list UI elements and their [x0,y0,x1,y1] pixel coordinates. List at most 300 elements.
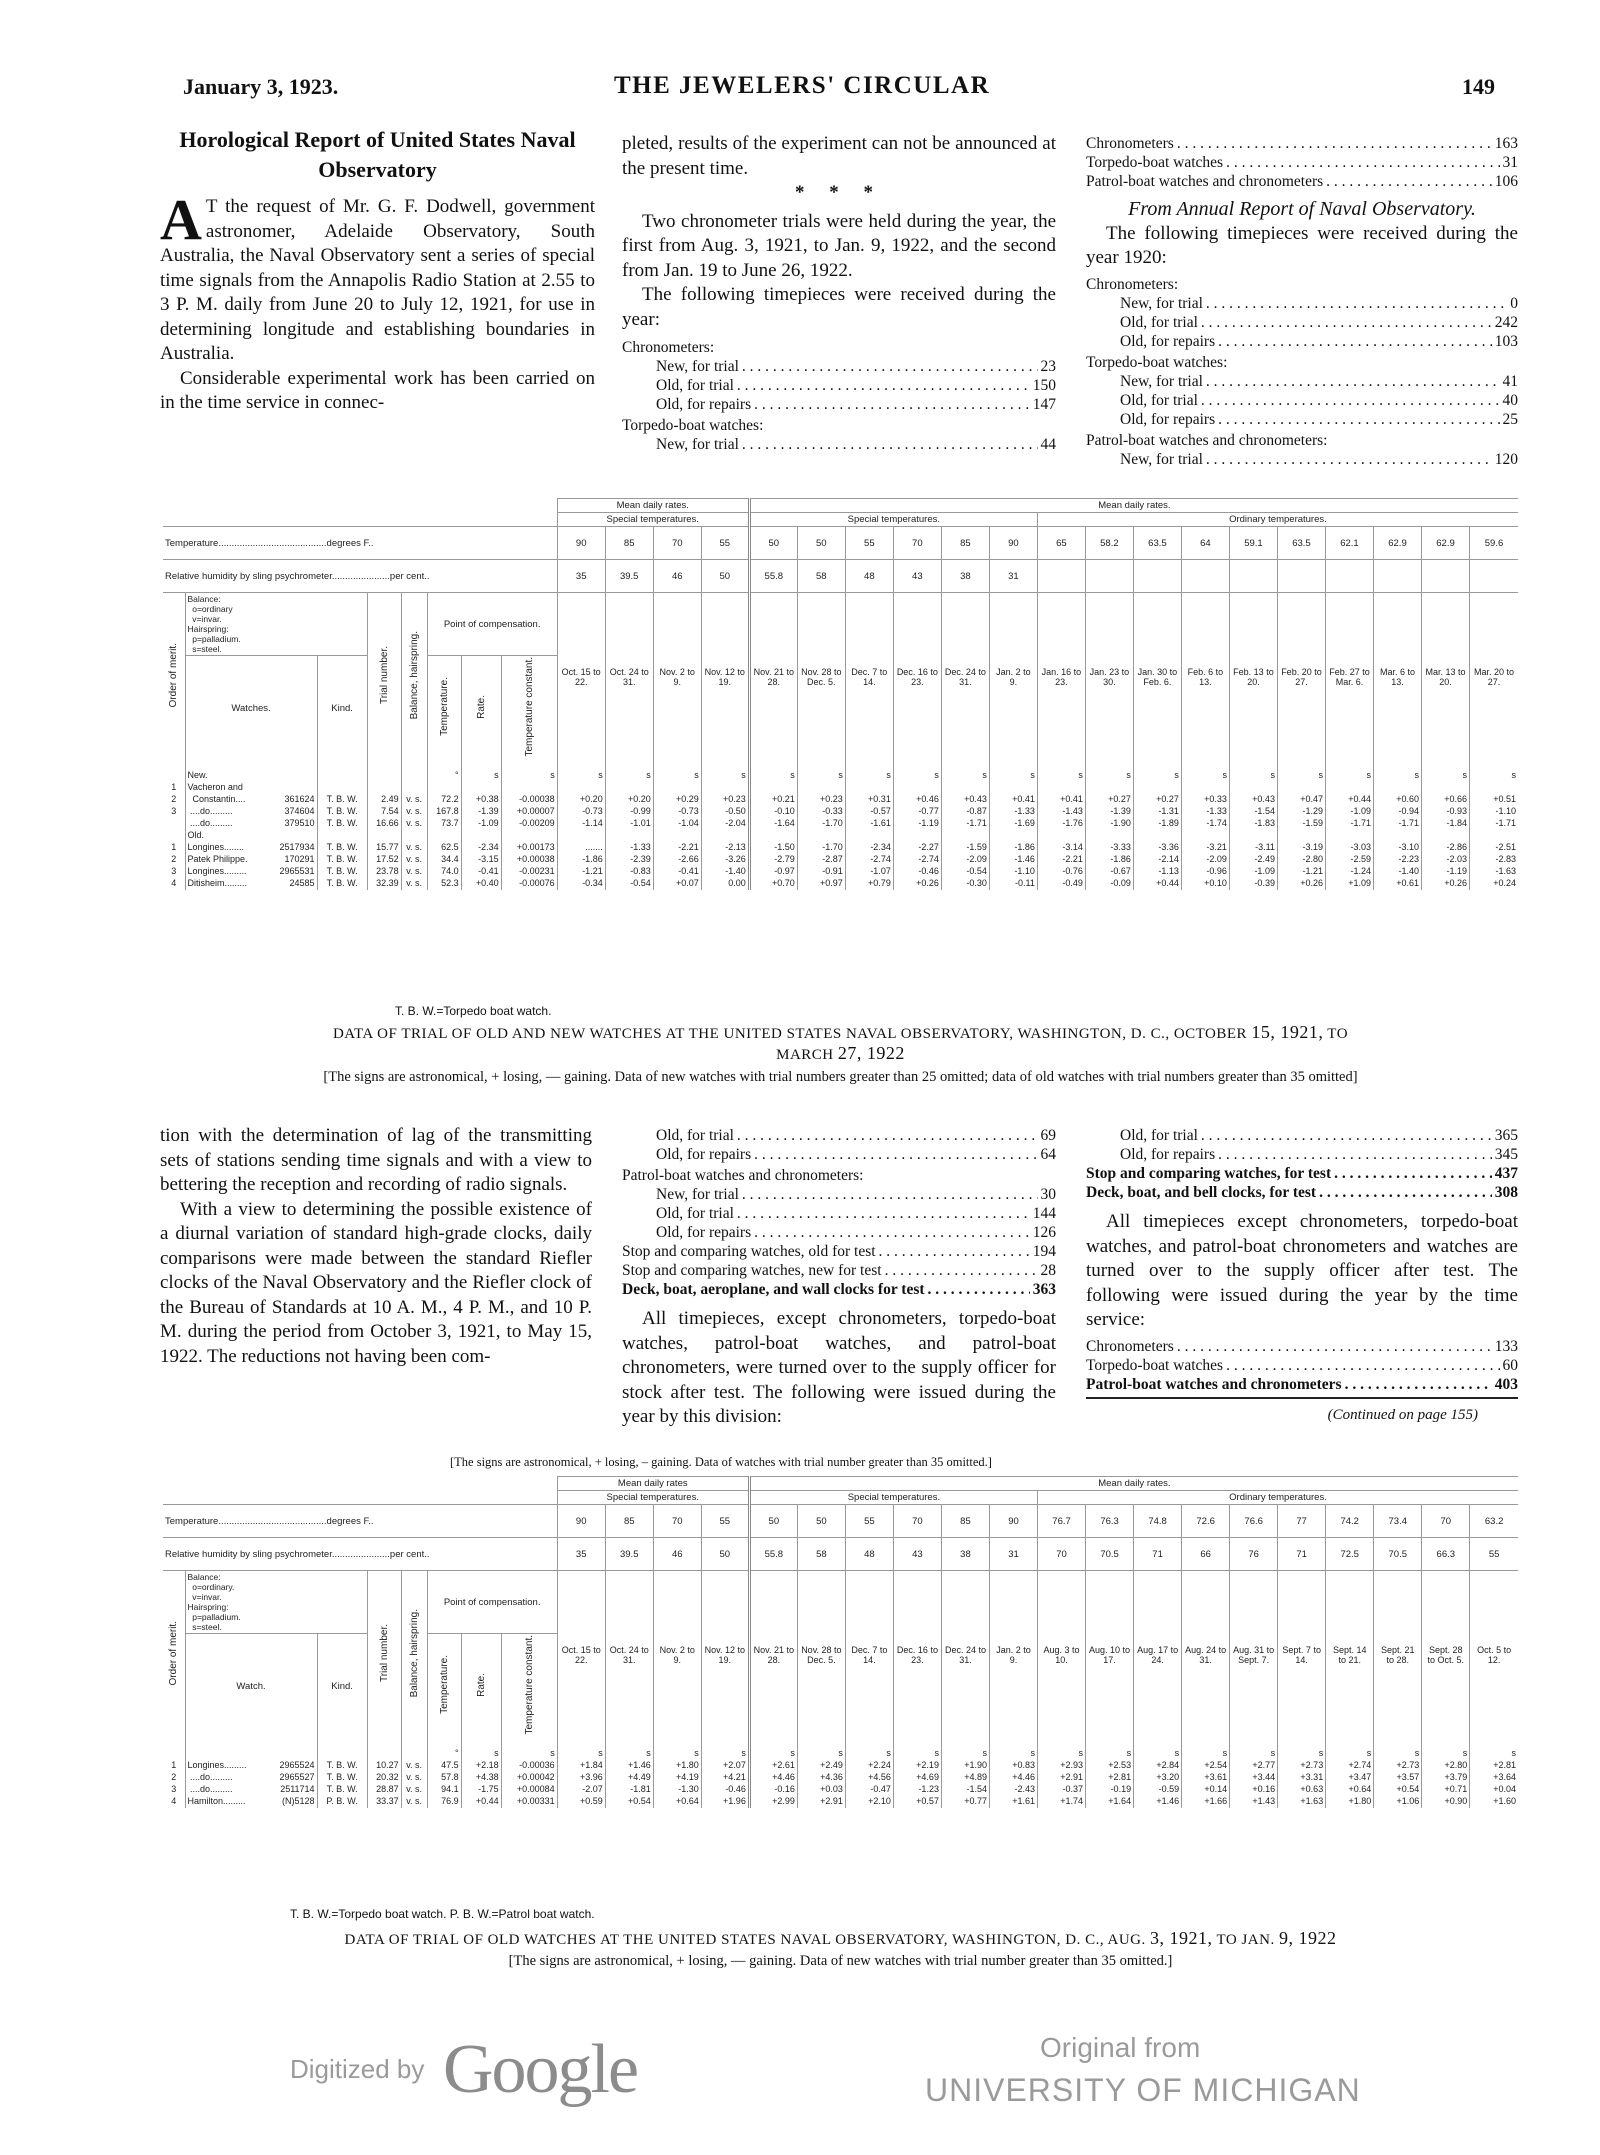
humidity-value: 39.5 [605,1538,653,1571]
period-header: Nov. 21 to 28. [749,593,797,761]
humidity-value [1470,560,1518,593]
temperature-value: 76.7 [1038,1505,1086,1538]
period-header: Sept. 14 to 21. [1326,1571,1374,1739]
humidity-value [1373,560,1421,593]
column-3-bottom [1086,1126,1518,1427]
list-item [1086,1145,1518,1164]
humidity-value: 55 [1470,1538,1518,1571]
list-item-value: 44 [1040,436,1056,453]
temperature-value: 90 [989,1505,1037,1538]
mean-daily-rates-header: Mean daily rates. [557,499,749,513]
period-header: Dec. 16 to 23. [893,593,941,761]
list-item-label: Patrol-boat watches and chronometers: [1086,431,1328,449]
comp-const-values: s -0.00036 +0.00042 +0.00084 +0.00331 [501,1739,557,1808]
rate-values: s +0.23 -0.50 -2.04 -2.13 -3.26 -1.40 0.00 [701,761,749,890]
rate-values: s +0.27 -1.31 -1.89 -3.36 -2.14 -1.13 +0.44 [1133,761,1181,890]
table-header-row [163,1477,1518,1491]
list-item-value: 163 [1494,135,1518,152]
list-item-label: Old, for trial [1120,391,1198,409]
list-item-value: 30 [1040,1186,1056,1203]
ordinary-temps-header: Ordinary temperatures. [1037,513,1518,527]
rate-values: s +0.33 -1.33 -1.74 -3.21 -2.09 -0.96 +0.10 [1181,761,1229,890]
humidity-value [1181,560,1229,593]
received-list-1921 [622,338,1056,454]
balance-values: v. s. v. s. v. s. v. s. [401,1739,427,1808]
period-header: Feb. 6 to 13. [1181,593,1229,761]
mean-daily-rates-header: Mean daily rates. [749,499,1518,513]
humidity-value: 43 [893,1538,941,1571]
temperature-value: 65 [1037,527,1085,560]
special-temps-header: Special temperatures. [749,1491,1037,1505]
leader-dots [737,1126,1038,1145]
list-item [1086,275,1518,294]
temperature-value: 72.6 [1182,1505,1230,1538]
temperature-value: 62.9 [1422,527,1470,560]
rotated-header: Temperature. [438,677,450,737]
list-item [1086,372,1518,391]
list-item-value: 25 [1502,410,1518,428]
leader-dots [1334,1164,1492,1183]
watches-header: Watches. [185,656,317,761]
leader-dots [742,435,1038,454]
list-item-label: Patrol-boat watches and chronometers: [622,1167,864,1184]
rate-values: s +1.46 +4.49 -1.81 +0.54 [605,1739,653,1808]
temperature-value: 62.1 [1325,527,1373,560]
period-header: Sept. 21 to 28. [1374,1571,1422,1739]
humidity-value: 39.5 [605,560,653,593]
leader-dots [1226,1356,1499,1375]
list-item-value: 308 [1494,1184,1518,1201]
temperature-value: 55 [845,1505,893,1538]
special-temps-header: Special temperatures. [557,1491,749,1505]
humidity-value: 46 [653,1538,701,1571]
list-item [1086,294,1518,313]
column-1-bottom [160,1124,592,1369]
temperature-value: 85 [941,527,989,560]
rotated-header: Trial number. [378,1624,390,1683]
period-header: Sept. 28 to Oct. 5. [1422,1571,1470,1739]
temperature-value: 76.3 [1086,1505,1134,1538]
kind-values: T. B. W. T. B. W. T. B. W. P. B. W. [317,1739,367,1808]
list-item-label: Old, for repairs [656,1146,752,1163]
temperature-value: 55 [701,1505,749,1538]
table-cell [163,1477,557,1505]
university-text: UNIVERSITY OF MICHIGAN [925,2072,1361,2108]
list-item-label: Torpedo-boat watches: [622,417,764,434]
temperature-value: 50 [797,527,845,560]
rotated-header: Rate. [475,1672,487,1697]
list-item-label: Patrol-boat watches and chronometers [1086,173,1324,190]
period-header: Aug. 3 to 10. [1038,1571,1086,1739]
list-item-value: 41 [1502,372,1518,390]
mean-daily-rates-header: Mean daily rates. [749,1477,1518,1491]
period-header: Nov. 12 to 19. [701,593,749,761]
list-item-value: 69 [1040,1127,1056,1144]
trial-values: 2.49 7.54 16.66 15.77 17.52 23.78 32.39 [367,761,401,890]
balance-legend: Balance: o=ordinary. v=invar. Hairspring: p=palladium. s=steel. [185,1571,367,1634]
temperature-value: 73.4 [1374,1505,1422,1538]
paragraph-9: The following timepieces were received during the year 1920: [1086,222,1518,268]
list-item [622,1223,1056,1242]
journal-title: THE JEWELERS' CIRCULAR [614,72,991,99]
table-cell [163,593,185,761]
list-item [1086,1164,1518,1183]
table-row [163,1739,1518,1808]
rate-values: s +1.80 +4.19 -1.30 +0.64 [653,1739,701,1808]
list-item [1086,410,1518,429]
temperature-value: 63.2 [1470,1505,1518,1538]
list-item [622,1204,1056,1223]
annual-report-heading: From Annual Report of Naval Observatory. [1128,198,1476,220]
table-cell [501,1634,557,1739]
rotated-header: Temperature constant. [523,1635,535,1735]
list-item [622,395,1056,414]
list-item-value: 345 [1494,1146,1518,1163]
temperature-value: 50 [797,1505,845,1538]
rate-values: s +0.43 -1.54 -1.83 -3.11 -2.49 -1.09 -0.39 [1229,761,1277,890]
table-cell [461,656,501,761]
list-item-value: 120 [1494,450,1518,468]
leader-dots [1319,1183,1492,1202]
rate-values: s +0.31 -0.57 -1.61 -2.34 -2.74 -1.07 +0.79 [845,761,893,890]
period-header: Dec. 16 to 23. [893,1571,941,1739]
list-item [1086,332,1518,351]
mean-daily-rates-header: Mean daily rates [557,1477,749,1491]
trial-table-old-new [163,498,1518,890]
leader-dots [1206,372,1500,391]
rotated-header: Temperature constant. [523,657,535,757]
paragraph-3: pleted, results of the experiment can not be announced at the present time. [622,133,1056,179]
temperature-value: 63.5 [1133,527,1181,560]
period-header: Dec. 7 to 14. [845,593,893,761]
rotated-header: Balance, hairspring. [408,1609,420,1698]
page-number: 149 [1462,74,1495,99]
leader-dots [1226,153,1499,172]
balance-legend: Balance: o=ordinary v=invar. Hairspring: p=palladium. s=steel. [185,593,367,656]
table-row [163,761,1518,890]
list-item-value: 133 [1494,1337,1518,1355]
humidity-row [163,1538,1518,1571]
period-header: Jan. 2 to 9. [989,1571,1037,1739]
list-item-label: Torpedo-boat watches [1086,1356,1224,1374]
temperature-value: 59.6 [1470,527,1518,560]
period-header: Feb. 13 to 20. [1229,593,1277,761]
list-item [622,1280,1056,1299]
temperature-value: 76.6 [1230,1505,1278,1538]
paragraph-4: Two chronometer trials were held during the year, the first from Aug. 3, 1921, to Jan. 9, 1922, and the second from Jan. 19 to June 26, 1922. [622,210,1056,281]
temperature-value: 55 [701,527,749,560]
rate-values: s +2.84 +3.20 -0.59 +1.46 [1134,1739,1182,1808]
list-item-value: 31 [1502,154,1518,171]
table1-note: [The signs are astronomical, + losing, — gaining. Data of new watches with trial numbers greater than 25 omitted; data of old watches with trial numbers greater than 35 omitted] [323,1069,1358,1085]
list-item [1086,1356,1518,1375]
list-item [622,357,1056,376]
list-item [622,1185,1056,1204]
table-cell [401,1571,427,1739]
period-header: Jan. 23 to 30. [1085,593,1133,761]
list-item-label: Deck, boat, and bell clocks, for test [1086,1184,1317,1201]
period-header: Oct. 24 to 31. [605,1571,653,1739]
temperature-value: 62.9 [1373,527,1421,560]
humidity-value [1229,560,1277,593]
leader-dots [1201,1126,1492,1145]
temperature-value: 58.2 [1085,527,1133,560]
list-item [1086,431,1518,450]
leader-dots [1201,313,1492,332]
list-item [1086,134,1518,153]
humidity-value [1133,560,1181,593]
list-item-label: Old, for trial [656,377,734,394]
list-item-label: Old, for trial [1120,313,1198,331]
column-2-bottom [622,1126,1056,1430]
table-cell [163,1571,185,1739]
special-temps-header: Special temperatures. [749,513,1037,527]
temperature-value: 74.8 [1134,1505,1182,1538]
list-item-label: Chronometers: [1086,275,1179,293]
period-header: Nov. 2 to 9. [653,1571,701,1739]
period-header: Jan. 16 to 23. [1037,593,1085,761]
humidity-label: Relative humidity by sling psychrometer......................per cent.. [163,1538,557,1571]
issued-list-1921-top [1086,134,1518,191]
period-header: Oct. 15 to 22. [557,593,605,761]
list-item-value: 40 [1502,391,1518,409]
temperature-value: 77 [1278,1505,1326,1538]
leader-dots [885,1261,1038,1280]
temperature-value: 70 [893,1505,941,1538]
paragraph-8: All timepieces, except chronometers, torpedo-boat watches, patrol-boat watches, and patrol-boat chronometers, were turned over to the supply officer for stock after test. The following were issued during the year by this division: [622,1308,1056,1427]
watch-numbers: 2965524 2965527 2511714 (N)5128 [279,1759,315,1806]
humidity-value [1085,560,1133,593]
temperature-value: 70 [653,527,701,560]
rate-values: s +2.73 +3.57 +0.54 +1.06 [1374,1739,1422,1808]
continued-note: (Continued on page 155) [1327,1406,1478,1423]
humidity-row [163,560,1518,593]
period-header: Feb. 20 to 27. [1277,593,1325,761]
paragraph-5: The following timepieces were received during the year: [622,284,1056,330]
humidity-value: 35 [557,560,605,593]
humidity-value: 38 [941,560,989,593]
list-item [1086,353,1518,372]
list-item [622,338,1056,357]
leader-dots [879,1242,1030,1261]
kind-header: Kind. [317,656,367,761]
rate-values: s +2.61 +4.46 -0.16 +2.99 [749,1739,797,1808]
watch-names: New. Vacheron and Constantin.... ....do......... ....do......... Old. Longines........ Patek Philippe. Longines......... Ditisheim......... [185,761,275,890]
list-item-value: 144 [1032,1205,1056,1222]
rate-values: s +2.24 +4.56 -0.47 +2.10 [845,1739,893,1808]
rotated-header: Order of merit. [168,643,180,708]
humidity-value: 70.5 [1374,1538,1422,1571]
rate-values: s +0.29 -0.73 -1.04 -2.21 -2.66 -0.41 +0.07 [653,761,701,890]
order-values: 1 2 3 1 2 3 4 [171,781,177,888]
table2-footnote: T. B. W.=Torpedo boat watch. P. B. W.=Patrol boat watch. [290,1907,595,1921]
period-header: Oct. 15 to 22. [557,1571,605,1739]
list-item-value: 365 [1494,1127,1518,1144]
rate-values: s +0.20 -0.99 -1.01 -1.33 -2.39 -0.83 -0.54 [605,761,653,890]
list-item [622,376,1056,395]
rate-values: s +1.84 +3.96 -2.07 +0.59 [557,1739,605,1808]
trial-table-old [163,1476,1518,1808]
article-title: Horological Report of United States Naval Observatory [179,127,576,182]
rate-values: s +0.66 -0.93 -1.84 -2.86 -2.03 -1.19 +0.26 [1422,761,1470,890]
humidity-value: 55.8 [749,1538,797,1571]
list-item-label: New, for trial [656,358,739,375]
list-item-label: Stop and comparing watches, for test [1086,1165,1332,1182]
list-item [1086,1337,1518,1356]
list-item-value: 194 [1032,1243,1056,1260]
list-item-value: 103 [1494,332,1518,350]
temperature-value: 85 [605,1505,653,1538]
table-cell [367,1571,401,1739]
table2-note: [The signs are astronomical, + losing, — gaining. Data of new watches with trial number greater than 35 omitted.] [508,1953,1173,1969]
rate-values: s +0.60 -0.94 -1.71 -3.10 -2.23 -1.40 +0.61 [1373,761,1421,890]
humidity-value: 58 [797,560,845,593]
humidity-value: 48 [845,560,893,593]
leader-dots [1218,1145,1492,1164]
list-item [1086,153,1518,172]
humidity-value: 35 [557,1538,605,1571]
rate-values: s +0.41 -1.33 -1.69 -1.86 -1.46 -1.10 -0.11 [989,761,1037,890]
list-item-value: 147 [1032,396,1056,413]
period-header: Nov. 28 to Dec. 5. [797,1571,845,1739]
rotated-header: Balance, hairspring. [408,631,420,720]
table-cell [367,593,401,761]
rate-values: s +2.81 +3.64 +0.04 +1.60 [1470,1739,1518,1808]
rate-values: s +0.44 -1.09 -1.71 -3.03 -2.59 -1.24 +1.09 [1325,761,1373,890]
temperature-value: 70 [653,1505,701,1538]
trial-values: 10.27 20.32 28.87 33.37 [367,1739,401,1808]
table-cell [163,499,557,527]
period-header: Aug. 17 to 24. [1134,1571,1182,1739]
table-cell [501,656,557,761]
list-item-label: Deck, boat, aeroplane, and wall clocks for test [622,1281,925,1298]
list-item [1086,172,1518,191]
humidity-value [1277,560,1325,593]
temperature-value: 90 [557,1505,605,1538]
humidity-value: 71 [1278,1538,1326,1571]
comp-temp-values: ° 72.2 167.8 73.7 62.5 34.4 74.0 52.3 [427,761,461,890]
watches-header: Watch. [185,1634,317,1739]
list-item-value: 403 [1494,1375,1518,1393]
rotated-header: Temperature. [438,1655,450,1715]
list-item [622,1261,1056,1280]
leader-dots [754,1145,1037,1164]
digitized-by-text: Digitized by [290,2054,425,2084]
list-item-value: 242 [1494,313,1518,331]
humidity-value: 38 [941,1538,989,1571]
table-cell [427,1634,461,1739]
list-item-value: 64 [1040,1146,1056,1163]
humidity-value: 58 [797,1538,845,1571]
paragraph-10: All timepieces except chronometers, torpedo-boat watches, and patrol-boat chronometers and watches are turned over to the supply officer after test. The following were issued during the year by the time service: [1086,1211,1518,1330]
list-item [1086,391,1518,410]
humidity-value: 55.8 [749,560,797,593]
drop-cap: A [160,187,202,252]
temperature-value: 74.2 [1326,1505,1374,1538]
temperature-value: 70 [1422,1505,1470,1538]
rate-values: s +1.90 +4.89 -1.54 +0.77 [941,1739,989,1808]
leader-dots [1218,410,1499,429]
rate-values: s +0.46 -0.77 -1.19 -2.27 -2.74 -0.46 +0.26 [893,761,941,890]
period-header: Sept. 7 to 14. [1278,1571,1326,1739]
comp-rate-values: s +2.18 +4.38 -1.75 +0.44 [461,1739,501,1808]
list-item-label: Old, for repairs [656,1224,752,1241]
received-list-continued [622,1126,1056,1299]
rotated-header: Order of merit. [168,1621,180,1686]
compensation-header: Point of compensation. [427,593,557,656]
humidity-value: 70 [1038,1538,1086,1571]
list-item-value: 28 [1040,1262,1056,1279]
period-header: Nov. 21 to 28. [749,1571,797,1739]
comp-const-values: s -0.00038 +0.00007 -0.00209 +0.00173 +0.00038 -0.00231 -0.00076 [501,761,557,890]
list-item [1086,1183,1518,1202]
temperature-label: Temperature.........................................degrees F.. [163,527,557,560]
list-item-label: Chronometers [1086,1337,1174,1355]
period-header: Dec. 7 to 14. [845,1571,893,1739]
list-item-label: Patrol-boat watches and chronometers [1086,1375,1342,1393]
temperature-value: 90 [557,527,605,560]
leader-dots [1345,1375,1492,1394]
list-item-value: 150 [1032,377,1056,394]
humidity-value: 43 [893,560,941,593]
list-item-label: Old, for repairs [656,396,752,413]
rate-values: s +2.54 +3.61 +0.14 +1.66 [1182,1739,1230,1808]
period-header: Mar. 13 to 20. [1422,593,1470,761]
column-3-top [1086,134,1518,469]
list-item [1086,313,1518,332]
rate-values: s +2.77 +3.44 +0.16 +1.43 [1230,1739,1278,1808]
leader-dots [737,1204,1030,1223]
issued-list-1920 [1086,1337,1518,1399]
period-header: Oct. 5 to 12. [1470,1571,1518,1739]
temperature-value: 55 [845,527,893,560]
list-item [622,416,1056,435]
humidity-value [1325,560,1373,593]
kind-values: T. B. W. T. B. W. T. B. W. T. B. W. T. B. W. T. B. W. T. B. W. [317,761,367,890]
list-item-label: New, for trial [656,1186,739,1203]
balance-values: v. s. v. s. v. s. v. s. v. s. v. s. v. s. [401,761,427,890]
humidity-label: Relative humidity by sling psychrometer......................per cent.. [163,560,557,593]
paragraph-1: T the request of Mr. G. F. Dodwell, government astronomer, Adelaide Observatory, South Australia, the Naval Observatory sent a series of special time signals from the Annapolis Radio Station at 2.55 to 3 P. M. daily from June 20 to July 12, 1921, for use in determining longitude and establishing boundaries in Australia. [160,196,595,364]
humidity-value [1037,560,1085,593]
temperature-value: 70 [893,527,941,560]
humidity-value [1422,560,1470,593]
humidity-value: 72.5 [1326,1538,1374,1571]
column-2-top [622,132,1056,454]
period-header: Feb. 27 to Mar. 6. [1325,593,1373,761]
period-header: Oct. 24 to 31. [605,593,653,761]
watch-numbers: 361624 374604 379510 2517934 170291 2965531 24585 [279,793,315,888]
table1-caption: DATA OF TRIAL OF OLD AND NEW WATCHES AT THE UNITED STATES NAVAL OBSERVATORY, WASHINGTON, D. C., OCTOBER 15, 1921, TO MARCH 27, 1922 [332,1022,1349,1063]
received-list-1920 [1086,275,1518,469]
google-logo: Google [443,2031,638,2108]
list-item-value: 0 [1510,294,1518,312]
ordinary-temps-header: Ordinary temperatures. [1038,1491,1518,1505]
temperature-label: Temperature.........................................degrees F.. [163,1505,557,1538]
leader-dots [742,357,1038,376]
temperature-value: 50 [749,527,797,560]
humidity-value: 66 [1182,1538,1230,1571]
list-item-label: Chronometers: [622,339,715,356]
rotated-header: Trial number. [378,646,390,705]
list-item [1086,1126,1518,1145]
list-item [622,1145,1056,1164]
leader-dots [1206,294,1507,313]
rate-values: s +0.23 -0.33 -1.70 -1.70 -2.87 -0.91 +0.97 [797,761,845,890]
period-header: Nov. 12 to 19. [701,1571,749,1739]
temperature-value: 50 [749,1505,797,1538]
list-item-value: 23 [1040,358,1056,375]
